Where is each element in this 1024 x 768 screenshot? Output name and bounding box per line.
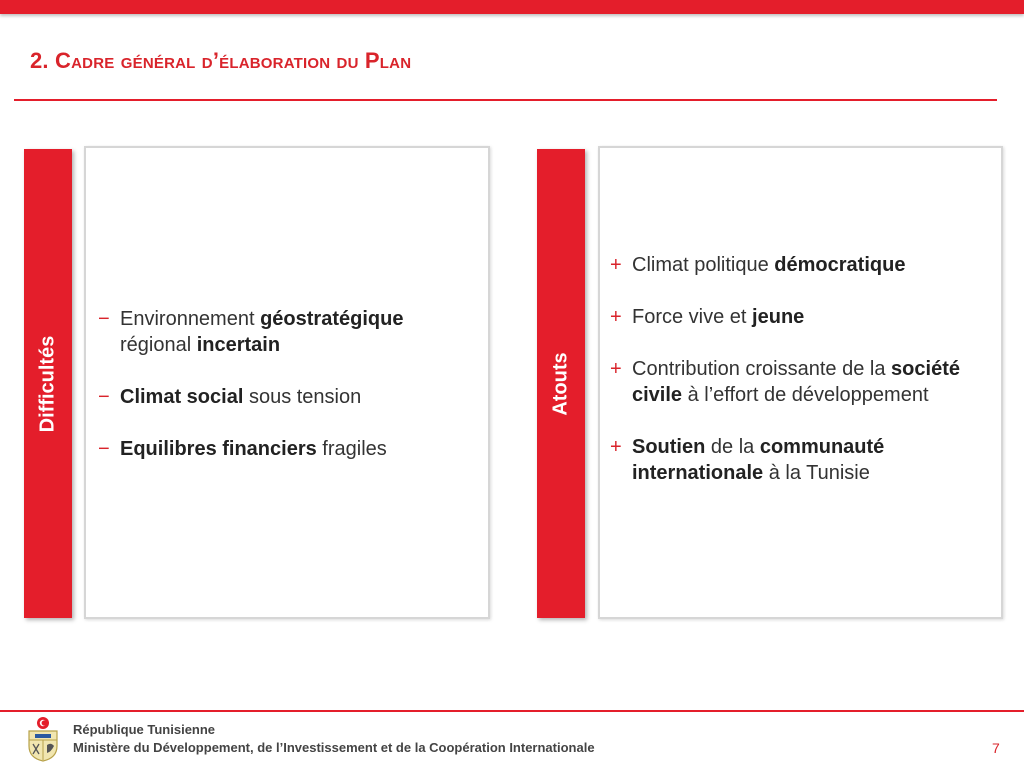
footer-divider <box>0 710 1024 712</box>
emphasis-text: incertain <box>196 334 281 356</box>
body-text: à l’effort de développement <box>682 384 929 406</box>
page-number: 7 <box>992 740 1000 756</box>
body-text: Contribution croissante de la <box>632 358 892 380</box>
slide-title: 2. Cadre général d’élaboration du Plan <box>30 48 412 73</box>
difficultes-panel <box>84 146 490 619</box>
atout-bullet: + <box>610 254 622 276</box>
difficulte-item <box>98 384 468 410</box>
difficulte-bullet: − <box>98 308 110 330</box>
body-text: fragiles <box>316 438 387 460</box>
body-text: Force vive et <box>632 306 753 328</box>
difficulte-bullet: − <box>98 438 110 460</box>
atouts-panel <box>598 146 1003 619</box>
body-text: Environnement <box>120 308 261 330</box>
difficulte-item <box>98 436 468 462</box>
emphasis-text: société civile <box>632 358 960 406</box>
difficulte-item <box>98 306 468 358</box>
footer-ministry: Ministère du Développement, de l’Investissement et de la Coopération Internationale <box>73 740 595 755</box>
emphasis-text: Equilibres financiers <box>120 438 317 460</box>
atout-bullet: + <box>610 436 622 458</box>
atout-item <box>610 304 980 330</box>
body-text: Climat politique <box>632 254 775 276</box>
emphasis-text: communauté internationale <box>632 436 885 484</box>
difficultes-list <box>98 306 468 488</box>
atout-bullet: + <box>610 358 622 380</box>
tunisia-coat-of-arms-icon <box>26 716 60 762</box>
atout-item <box>610 252 980 278</box>
emphasis-text: géostratégique <box>260 308 404 330</box>
body-text: sous tension <box>243 386 362 408</box>
top-accent-bar <box>0 0 1024 14</box>
atouts-list <box>610 252 980 512</box>
body-text: de la <box>705 436 760 458</box>
atout-item <box>610 356 980 408</box>
difficulte-bullet: − <box>98 386 110 408</box>
atouts-sidebar <box>537 149 585 618</box>
difficultes-label: Difficultés <box>36 335 59 432</box>
emphasis-text: Soutien <box>632 436 706 458</box>
footer-republic: République Tunisienne <box>73 722 216 737</box>
atout-bullet: + <box>610 306 622 328</box>
atouts-label: Atouts <box>549 351 572 416</box>
emphasis-text: jeune <box>752 306 805 328</box>
title-divider <box>14 99 997 101</box>
emphasis-text: démocratique <box>774 254 906 276</box>
body-text: à la Tunisie <box>763 462 870 484</box>
atout-item <box>610 434 980 486</box>
difficultes-sidebar <box>24 149 72 618</box>
emphasis-text: Climat social <box>120 386 244 408</box>
body-text: régional <box>120 334 197 356</box>
